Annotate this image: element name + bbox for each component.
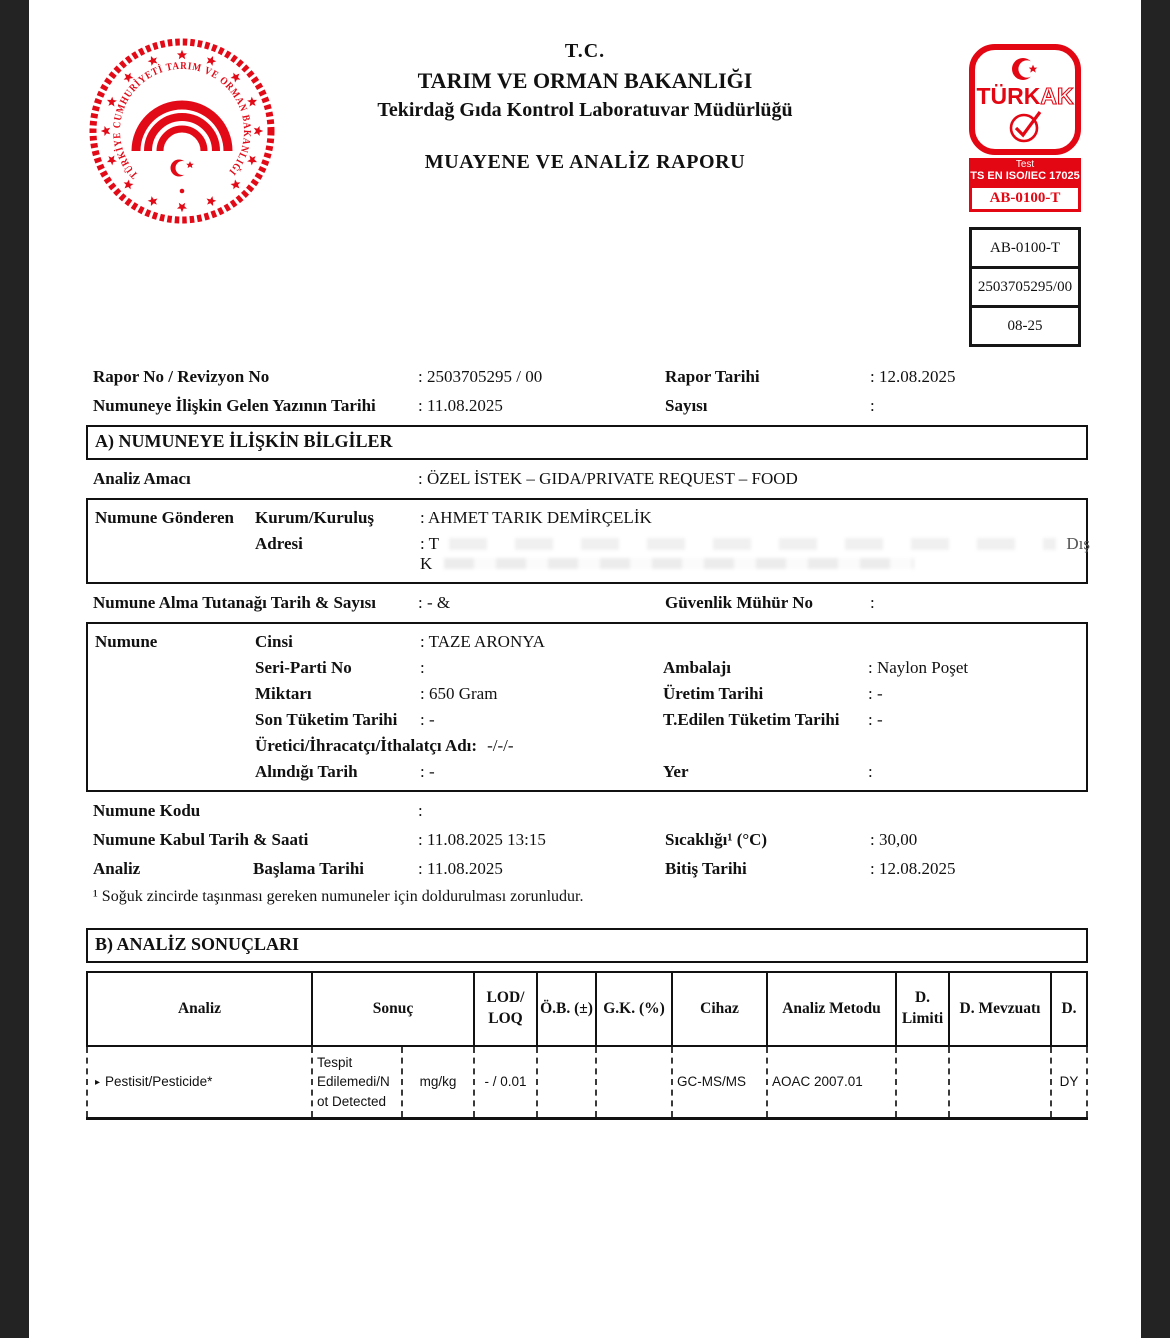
table-row	[87, 1046, 1087, 1119]
field-value: : 2503705295 / 00	[418, 367, 543, 386]
row-marker-icon: ▸	[95, 1077, 101, 1089]
field-label: Başlama Tarihi	[253, 859, 365, 878]
cell-d-limiti	[896, 1046, 949, 1119]
code-box: 08-25	[969, 305, 1081, 347]
seal-ring-text: TÜRKİYE CUMHURİYETİ TARIM VE ORMAN BAKANLIĞI	[111, 60, 253, 181]
field-label: Numune Alma Tutanağı Tarih & Sayısı	[93, 593, 376, 612]
ministry-seal-icon	[85, 34, 279, 228]
cell-gk	[596, 1046, 672, 1119]
field-value: : 12.08.2025	[870, 859, 956, 878]
analysis-results-table	[86, 971, 1088, 1120]
code-box: 2503705295/00	[969, 266, 1081, 308]
col-header: Analiz Metodu	[767, 972, 896, 1046]
cell-metodu: AOAC 2007.01	[767, 1046, 896, 1119]
field-label: Kurum/Kuruluş	[255, 508, 375, 527]
field-value: : 11.08.2025	[418, 396, 503, 415]
seal-arcs-motif	[136, 105, 228, 151]
section-b-title: B) ANALİZ SONUÇLARI	[86, 928, 1088, 963]
field-label: Üretim Tarihi	[663, 684, 764, 703]
table-header-row	[87, 972, 1087, 1046]
address-fragment: K	[420, 554, 433, 573]
cell-lod-loq: - / 0.01	[474, 1046, 537, 1119]
field-value: : -	[420, 710, 435, 729]
field-label: Ambalajı	[663, 658, 731, 677]
code-box: AB-0100-T	[969, 227, 1081, 269]
address-fragment: Dış	[1066, 534, 1090, 553]
cold-chain-footnote: ¹ Soğuk zincirde taşınması gereken numuneler için doldurulması zorunludur.	[93, 888, 584, 905]
col-header: Ö.B. (±)	[537, 972, 596, 1046]
field-label: Adresi	[255, 534, 303, 553]
field-value: : 11.08.2025 13:15	[418, 830, 546, 849]
field-label: Numune Kabul Tarih & Saati	[93, 830, 309, 849]
field-numune-kodu	[86, 801, 1088, 821]
turkak-wordmark: TÜRKAK	[976, 83, 1074, 109]
header-titles	[257, 40, 913, 174]
field-label: Cinsi	[255, 632, 293, 651]
field-analiz-amaci	[86, 469, 1088, 489]
field-label: Güvenlik Mühür No	[665, 593, 814, 612]
field-value: : 650 Gram	[420, 684, 498, 703]
cell-ob	[537, 1046, 596, 1119]
field-label: Bitiş Tarihi	[665, 859, 747, 878]
report-page	[29, 0, 1141, 1338]
field-value: : TAZE ARONYA	[420, 632, 545, 651]
cell-d-mevzuati	[949, 1046, 1051, 1119]
seal-crescent-star-icon	[171, 160, 194, 194]
address-fragment: : T	[420, 534, 440, 553]
field-kabul	[86, 830, 1088, 850]
field-value: : - &	[418, 593, 451, 612]
redaction-blur	[449, 538, 1056, 550]
field-value: :	[420, 658, 425, 677]
accreditation-number-box: AB-0100-T	[969, 185, 1081, 212]
report-body	[29, 367, 1141, 1120]
col-header: Sonuç	[312, 972, 474, 1046]
field-value: :	[870, 396, 875, 415]
field-value: : -	[868, 684, 883, 703]
field-label: Son Tüketim Tarihi	[255, 710, 398, 729]
field-value: : -	[420, 762, 435, 781]
col-header: Cihaz	[672, 972, 767, 1046]
field-value: :	[870, 593, 875, 612]
field-label: Analiz	[93, 859, 141, 878]
col-header: G.K. (%)	[596, 972, 672, 1046]
field-alindigi	[88, 762, 1086, 782]
col-header: LOD/ LOQ	[474, 972, 537, 1046]
field-value: -/-/-	[487, 736, 514, 755]
cell-cihaz: GC-MS/MS	[672, 1046, 767, 1119]
field-gelen-yazi	[86, 396, 1088, 416]
side-code-boxes	[969, 227, 1081, 347]
field-cinsi	[88, 632, 1086, 652]
field-rapor-no	[86, 367, 1088, 387]
field-label: T.Edilen Tüketim Tarihi	[663, 710, 840, 729]
field-value: : ÖZEL İSTEK – GIDA/PRIVATE REQUEST – FOOD	[418, 469, 798, 488]
field-uretici	[88, 736, 1086, 756]
field-label: Sıcaklığı¹ (°C)	[665, 830, 768, 849]
turkak-scope-band	[969, 158, 1081, 185]
field-son-tuketim	[88, 710, 1086, 730]
field-value: : 30,00	[870, 830, 918, 849]
section-a-title: A) NUMUNEYE İLİŞKİN BİLGİLER	[86, 425, 1088, 460]
col-header: D. Mevzuatı	[949, 972, 1051, 1046]
field-value: : 11.08.2025	[418, 859, 503, 878]
field-tutanak	[86, 593, 1088, 613]
field-analiz-tarihleri	[86, 859, 1088, 879]
report-header	[29, 0, 1141, 358]
cell-analiz: ▸ Pestisit/Pesticide*	[87, 1046, 312, 1119]
header-tc: T.C.	[564, 40, 606, 62]
field-seri-parti	[88, 658, 1086, 678]
col-header: D. Limiti	[896, 972, 949, 1046]
field-label: Alındığı Tarih	[255, 762, 358, 781]
turkak-band-line1: Test	[1015, 159, 1035, 170]
field-label: Yer	[663, 762, 689, 781]
field-label: Sayısı	[665, 396, 708, 415]
col-header: Analiz	[87, 972, 312, 1046]
field-value: : AHMET TARIK DEMİRÇELİK	[420, 508, 652, 527]
field-value: :	[418, 801, 423, 820]
turkak-logo-icon	[969, 44, 1081, 156]
field-adresi	[88, 534, 1090, 574]
field-miktari	[88, 684, 1086, 704]
header-ministry: TARIM VE ORMAN BAKANLIĞI	[417, 68, 753, 93]
field-value: : -	[868, 710, 883, 729]
field-label: Seri-Parti No	[255, 658, 352, 677]
field-label: Numune	[95, 632, 158, 651]
field-gonderen	[88, 508, 1086, 528]
field-value: : Naylon Poşet	[868, 658, 969, 677]
field-label: Numune Gönderen	[95, 508, 235, 527]
field-value: : 12.08.2025	[870, 367, 956, 386]
report-title: MUAYENE VE ANALİZ RAPORU	[424, 151, 746, 173]
sender-box	[86, 498, 1088, 584]
turkak-accreditation-badge	[969, 44, 1081, 347]
field-label: Numune Kodu	[93, 801, 201, 820]
field-label: Rapor No / Revizyon No	[93, 367, 270, 386]
field-value-redacted	[420, 534, 1090, 574]
sample-box	[86, 622, 1088, 792]
header-laboratory: Tekirdağ Gıda Kontrol Laboratuvar Müdürlüğü	[377, 99, 793, 121]
turkak-band-line2: TS EN ISO/IEC 17025	[970, 170, 1080, 182]
field-label: Analiz Amacı	[93, 469, 191, 488]
cell-sonuc: Tespit Edilemedi/Not Detected	[312, 1046, 402, 1119]
cell-birim: mg/kg	[402, 1046, 474, 1119]
redaction-blur	[444, 558, 914, 569]
field-label: Üretici/İhracatçı/İthalatçı Adı:	[255, 736, 478, 755]
field-label: Numuneye İlişkin Gelen Yazının Tarihi	[93, 396, 376, 415]
col-header: D.	[1051, 972, 1087, 1046]
field-label: Rapor Tarihi	[665, 367, 760, 386]
field-label: Miktarı	[255, 684, 312, 703]
cell-d: DY	[1051, 1046, 1087, 1119]
field-value: :	[868, 762, 873, 781]
